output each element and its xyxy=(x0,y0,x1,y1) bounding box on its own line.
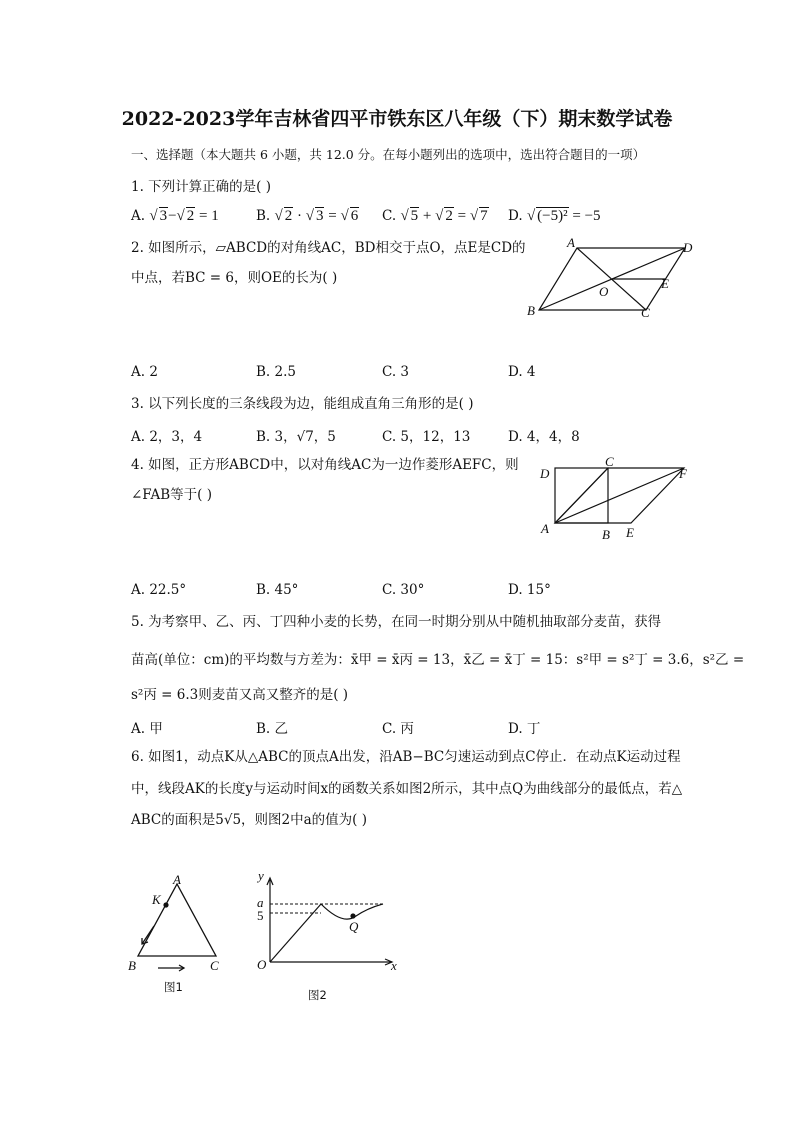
q1-option-d-expr: √ (−5)² = −5 xyxy=(526,208,601,224)
q6-fig2-label-x: x xyxy=(391,958,397,973)
q6-fig1-label-k: K xyxy=(152,892,161,907)
q4-option-b: B. 45° xyxy=(256,582,299,598)
q6-arrow-down-left xyxy=(142,926,154,944)
q2-option-c: C. 3 xyxy=(382,364,410,380)
q1-option-b-expr: √ 2 · √ 3 = √ 6 xyxy=(274,208,359,224)
q6-fig2-label-a: a xyxy=(257,895,264,910)
q3-option-b: B. 3，√7，5 xyxy=(256,429,336,445)
q1-option-c-expr: √ 5 + √ 2 = √ 7 xyxy=(400,208,488,224)
q6-fig2-label-q: Q xyxy=(349,919,359,934)
q2-line-1: 2. 如图所示，▱ABCD的对角线AC，BD相交于点O，点E是CD的 xyxy=(131,240,526,256)
q5-line-3: s²丙 = 6.3则麦苗又高又整齐的是( ) xyxy=(131,687,349,703)
q1-option-a-expr: √ 3−√ 2 = 1 xyxy=(149,208,219,224)
q2-label-d: D xyxy=(683,240,693,255)
q6-line-1: 6. 如图1，动点K从△ABC的顶点A出发，沿AB−BC匀速运动到点C停止．在动点K运动过程 xyxy=(131,749,681,765)
q4-segment-af xyxy=(555,468,684,523)
q4-option-c: C. 30° xyxy=(382,582,425,598)
section-heading: 一、选择题（本大题共 6 小题，共 12.0 分。在每小题列出的选项中，选出符合题目的一项） xyxy=(131,147,646,162)
q6-fig1-label-b: B xyxy=(128,958,136,973)
q3-option-a: A. 2，3，4 xyxy=(131,429,203,445)
q1-option-b-label: B. xyxy=(256,208,271,224)
q1-option-c xyxy=(382,207,489,225)
q1-option-a xyxy=(131,207,219,225)
q6-point-k xyxy=(163,902,168,907)
q2-label-o: O xyxy=(599,284,609,299)
q2-label-e: E xyxy=(661,276,669,291)
q6-fig2-label-y: y xyxy=(258,868,264,883)
q2-figure-parallelogram xyxy=(525,235,705,320)
q5-option-b: B. 乙 xyxy=(256,721,289,737)
q5-line-2: 苗高(单位：cm)的平均数与方差为：x̄甲 = x̄丙 = 13，x̄乙 = x̄丁 = 15：s²甲 = s²丁 = 3.6，s²乙 = xyxy=(131,652,745,668)
q2-line-2: 中点，若BC = 6，则OE的长为( ) xyxy=(131,270,338,286)
q6-fig1-label-a: A xyxy=(173,872,181,887)
q3-option-d: D. 4，4，8 xyxy=(508,429,580,445)
q6-line-3: ABC的面积是5√5，则图2中a的值为( ) xyxy=(131,812,367,828)
q6-point-q xyxy=(350,913,355,918)
q4-label-b: B xyxy=(602,527,610,542)
q1-option-d-label: D. xyxy=(508,208,523,224)
q4-diagonal-ac xyxy=(555,468,608,523)
q1-stem: 1. 下列计算正确的是( ) xyxy=(131,179,271,195)
q1-option-a-label: A. xyxy=(131,208,146,224)
q4-option-a: A. 22.5° xyxy=(131,582,187,598)
q4-option-d: D. 15° xyxy=(508,582,551,598)
q5-option-a: A. 甲 xyxy=(131,721,163,737)
q6-fig2-label-o: O xyxy=(257,957,267,972)
q3-option-c: C. 5，12，13 xyxy=(382,429,471,445)
q4-line-2: ∠FAB等于( ) xyxy=(131,487,212,503)
q5-option-d: D. 丁 xyxy=(508,721,541,737)
q3-stem: 3. 以下列长度的三条线段为边，能组成直角三角形的是( ) xyxy=(131,396,474,412)
q6-fig1-label-c: C xyxy=(210,958,219,973)
q2-option-b: B. 2.5 xyxy=(256,364,296,380)
q4-label-d: D xyxy=(540,466,550,481)
q2-option-a: A. 2 xyxy=(131,364,158,380)
q2-label-a: A xyxy=(567,235,575,250)
q4-label-a: A xyxy=(541,521,549,536)
q5-line-1: 5. 为考察甲、乙、丙、丁四种小麦的长势，在同一时期分别从中随机抽取部分麦苗，获得 xyxy=(131,614,662,630)
q5-option-c: C. 丙 xyxy=(382,721,414,737)
q6-triangle-abc xyxy=(138,884,216,956)
q2-label-b: B xyxy=(527,303,535,318)
q6-fig2-caption: 图2 xyxy=(308,988,327,1002)
q4-line-1: 4. 如图，正方形ABCD中，以对角线AC为一边作菱形AEFC，则 xyxy=(131,457,519,473)
q6-fig1-caption: 图1 xyxy=(164,980,183,994)
q4-figure-square-rhombus xyxy=(538,454,698,544)
q6-figure-2-graph xyxy=(248,866,408,1004)
page-title: 2022-2023学年吉林省四平市铁东区八年级（下）期末数学试卷 xyxy=(121,108,673,130)
q2-option-d: D. 4 xyxy=(508,364,536,380)
q6-line-2: 中，线段AK的长度y与运动时间x的函数关系如图2所示，其中点Q为曲线部分的最低点，若△ xyxy=(131,781,683,797)
q4-label-e: E xyxy=(626,525,634,540)
q1-option-b xyxy=(256,207,359,225)
q2-label-c: C xyxy=(641,305,650,320)
q1-option-c-label: C. xyxy=(382,208,397,224)
q4-label-c: C xyxy=(605,454,614,469)
q1-option-d xyxy=(508,207,601,225)
q4-label-f: F xyxy=(679,466,687,481)
q6-fig2-label-5: 5 xyxy=(257,908,264,923)
q6-figure-1-triangle xyxy=(126,872,226,996)
